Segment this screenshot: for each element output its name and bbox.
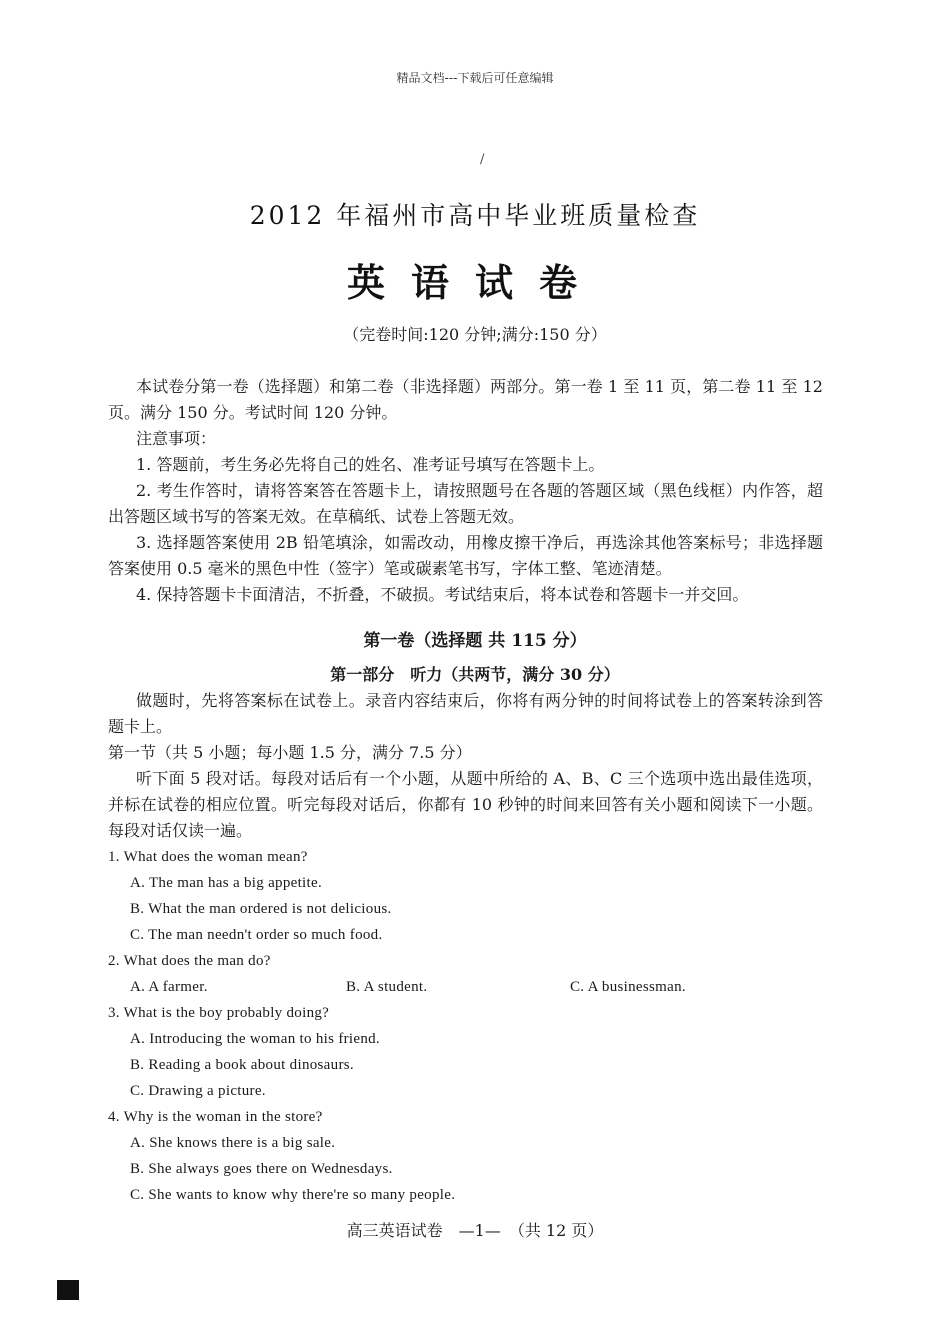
question-option: C. The man needn't order so much food. (130, 927, 383, 943)
exam-title: 2012 年福州市高中毕业班质量检查 (249, 201, 701, 230)
exam-info: （完卷时间:120 分钟;满分:150 分） (343, 325, 607, 344)
note-item: 4. 保持答题卡卡面清洁，不折叠，不破损。考试结束后，将本试卷和答题卡一并交回。 (136, 585, 749, 604)
question-option: B. What the man ordered is not delicious. (130, 901, 392, 917)
note-item: 2. 考生作答时，请将答案答在答题卡上，请按照题号在各题的答题区域（黑色线框）内作答，超出答题区域书写的答案无效。在草稿纸、试卷上答题无效。 (108, 481, 823, 526)
question-option: A. She knows there is a big sale. (130, 1135, 336, 1151)
watermark: 精品文档---下载后可任意编辑 (396, 71, 554, 85)
scan-corner-mark (57, 1280, 79, 1300)
question-stem: 4. Why is the woman in the store? (108, 1109, 323, 1125)
question-option: C. Drawing a picture. (130, 1083, 266, 1099)
intro-paragraph: 本试卷分第一卷（选择题）和第二卷（非选择题）两部分。第一卷 1 至 11 页，第二卷 11 至 12 页。满分 150 分。考试时间 120 分钟。 (108, 377, 823, 422)
section1-heading: 第一节（共 5 小题；每小题 1.5 分，满分 7.5 分） (108, 743, 472, 762)
notes-title: 注意事项： (136, 429, 217, 448)
question-stem: 3. What is the boy probably doing? (108, 1005, 330, 1021)
question-stem: 1. What does the woman mean? (108, 849, 308, 865)
note-item: 3. 选择题答案使用 2B 铅笔填涂，如需改动，用橡皮擦干净后，再选涂其他答案标号；非选择题答案使用 0.5 毫米的黑色中性（签字）笔或碳素笔书写，字体工整、笔迹清楚。 (108, 533, 823, 578)
question-option: A. Introducing the woman to his friend. (130, 1031, 380, 1047)
note-item: 1. 答题前，考生务必先将自己的姓名、准考证号填写在答题卡上。 (136, 455, 605, 474)
question-option: C. She wants to know why there're so many people. (130, 1187, 456, 1203)
section1-instructions: 听下面 5 段对话。每段对话后有一个小题，从题中所给的 A、B、C 三个选项中选出最佳选项，并标在试卷的相应位置。听完每段对话后，你都有 10 秒钟的时间来回答有关小题和阅读下一小题。每段对话仅读一遍。 (108, 769, 823, 840)
question-option: C. A businessman. (570, 979, 686, 995)
question-option: B. A student. (346, 979, 428, 995)
volume1-heading: 第一卷（选择题 共 115 分） (363, 631, 587, 651)
exam-subject: 英语试卷 (346, 260, 603, 305)
part1-heading: 第一部分 听力（共两节，满分 30 分） (330, 665, 620, 684)
question-option: B. Reading a book about dinosaurs. (130, 1057, 354, 1073)
page-footer: 高三英语试卷 —1— （共 12 页） (346, 1221, 604, 1240)
question-stem: 2. What does the man do? (108, 953, 271, 969)
part1-instructions: 做题时，先将答案标在试卷上。录音内容结束后，你将有两分钟的时间将试卷上的答案转涂到答题卡上。 (108, 691, 823, 736)
question-option: A. A farmer. (130, 979, 208, 995)
stray-mark: / (480, 152, 485, 167)
question-option: B. She always goes there on Wednesdays. (130, 1161, 393, 1177)
question-option: A. The man has a big appetite. (130, 875, 323, 891)
